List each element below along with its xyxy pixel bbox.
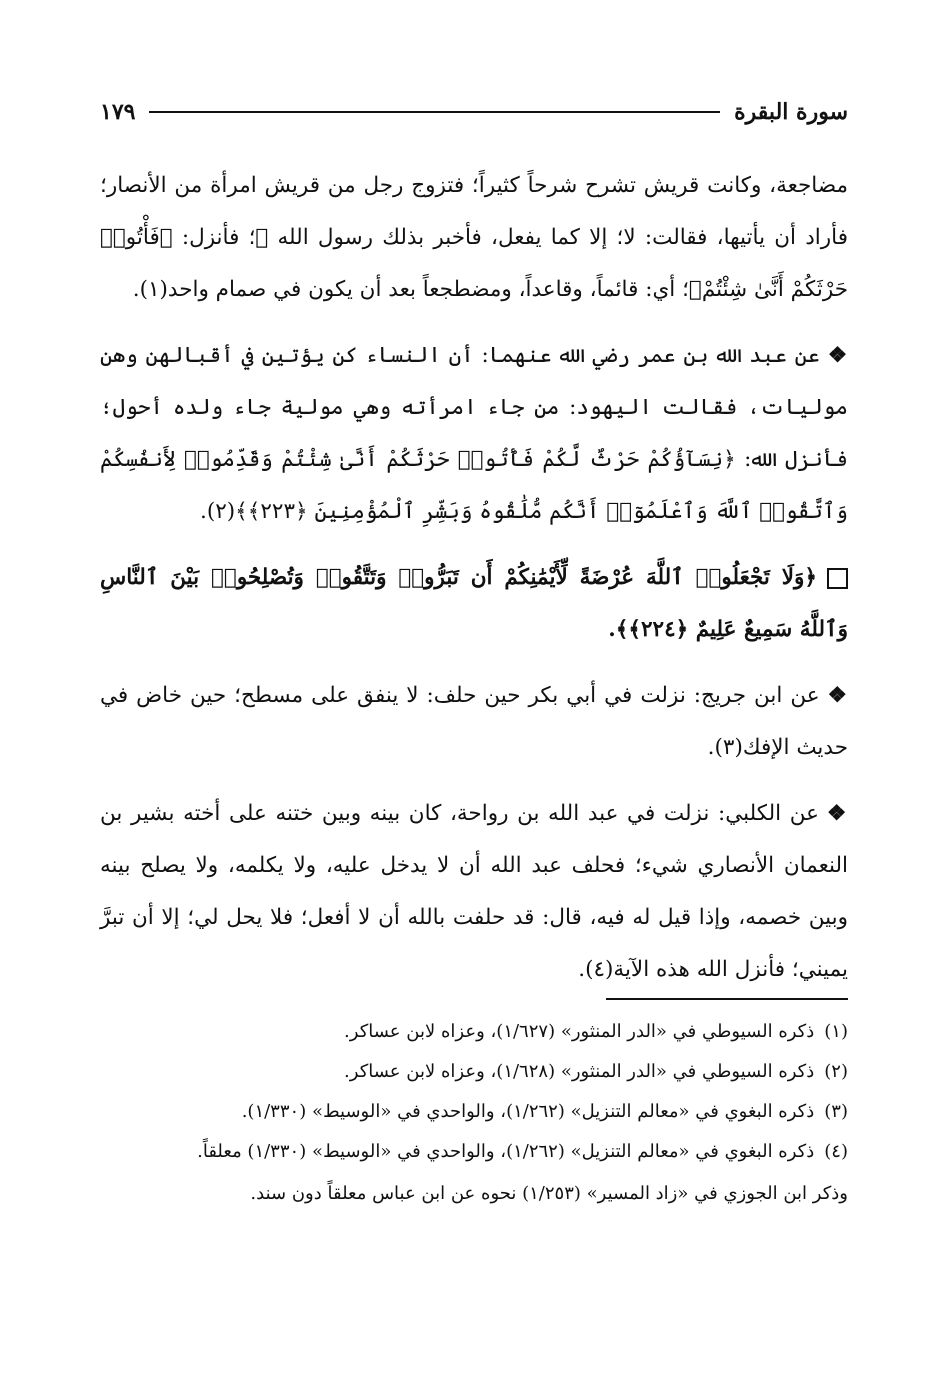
footnote-number: (٢) (824, 1061, 848, 1082)
surah-title: سورة البقرة (734, 99, 848, 125)
paragraph-2 (100, 330, 848, 538)
square-marker-icon (827, 568, 848, 589)
footnote-number: (٣) (824, 1101, 848, 1122)
page-header (100, 92, 848, 132)
footnote-number: (١) (824, 1021, 848, 1042)
footnote-separator (606, 998, 848, 1000)
paragraph-3 (100, 670, 848, 774)
paragraph-1 (100, 160, 848, 316)
footnote-continuation-text: وذكر ابن الجوزي في «زاد المسير» (١/٢٥٣) نحوه عن ابن عباس معلقاً دون سند. (250, 1183, 848, 1204)
footnote-text: ذكره البغوي في «معالم التنزيل» (١/٢٦٢)، والواحدي في «الوسيط» (١/٣٣٠). (241, 1101, 815, 1122)
paragraph-4 (100, 788, 848, 996)
footnote-3 (100, 1094, 848, 1130)
page-number: ١٧٩ (100, 99, 136, 125)
paragraph-3-text: عن ابن جريج: نزلت في أبي بكر حين حلف: لا ينفق على مسطح؛ حين خاض في حديث الإفك(٣). (100, 683, 848, 760)
verse-224-text: ﴿وَلَا تَجْعَلُوا۟ ٱللَّهَ عُرْضَةً لِّأَيْمَٰنِكُمْ أَن تَبَرُّوا۟ وَتَتَّقُوا۟ وَتُصْلِحُوا۟ بَيْنَ ٱلنَّاسِ وَٱللَّهُ سَمِيعٌ عَلِيمٌ ﴿٢٢٤﴾﴾. (100, 565, 848, 642)
footnote-continuation (100, 1176, 848, 1212)
diamond-bullet-icon: ❖ (827, 683, 848, 708)
footnote-text: ذكره السيوطي في «الدر المنثور» (١/٦٢٨)، وعزاه لابن عساكر. (344, 1061, 815, 1082)
diamond-bullet-icon: ❖ (827, 343, 848, 368)
paragraph-1-text: مضاجعة، وكانت قريش تشرح شرحاً كثيراً؛ فتزوج رجل من قريش امرأة من الأنصار؛ فأراد أن يأتيها، فقالت: لا؛ إلا كما يفعل، فأخبر بذلك رسول الله ﷺ؛ فأنزل: ﴿فَأْتُوا۟ حَرْثَكُمْ أَنَّىٰ شِئْتُمْ﴾؛ أي: قائماً، وقاعداً، ومضطجعاً بعد أن يكون في صمام واحد(١). (100, 173, 848, 302)
diamond-bullet-icon: ❖ (826, 801, 848, 826)
main-text (100, 160, 848, 1010)
paragraph-2-text: عن عبد الله بن عمر رضي الله عنهما: أن النساء كن يؤتين في أقبالهن وهن موليات، فقالت اليهود: من جاء امرأته وهي مولية جاء ولده أحول؛ فأنزل الله: ﴿نِسَآؤُكُمْ حَرْثٌ لَّكُمْ فَأْتُوا۟ حَرْثَكُمْ أَنَّىٰ شِئْتُمْ وَقَدِّمُوا۟ لِأَنفُسِكُمْ وَٱتَّقُوا۟ ٱللَّهَ وَٱعْلَمُوٓا۟ أَنَّكُم مُّلَٰقُوهُ وَبَشِّرِ ٱلْمُؤْمِنِينَ ﴿٢٢٣﴾﴾(٢). (100, 343, 848, 524)
footnote-text: ذكره البغوي في «معالم التنزيل» (١/٢٦٢)، والواحدي في «الوسيط» (١/٣٣٠) معلقاً. (197, 1141, 815, 1162)
paragraph-4-text: عن الكلبي: نزلت في عبد الله بن رواحة، كان بينه وبين ختنه على أخته بشير بن النعمان الأنصاري شيء؛ فحلف عبد الله أن لا يدخل عليه، ولا يكلمه، ولا يصلح بينه وبين خصمه، وإذا قيل له فيه، قال: قد حلفت بالله أن لا أفعل؛ فلا يحل لي؛ إلا أن تبرَّ يميني؛ فأنزل الله هذه الآية(٤). (100, 801, 848, 982)
footnote-2 (100, 1054, 848, 1090)
header-rule (149, 111, 720, 113)
footnote-text: ذكره السيوطي في «الدر المنثور» (١/٦٢٧)، وعزاه لابن عساكر. (344, 1021, 815, 1042)
footnote-4 (100, 1134, 848, 1170)
verse-224 (100, 552, 848, 656)
footnote-1 (100, 1014, 848, 1050)
footnote-number: (٤) (824, 1141, 848, 1162)
footnotes (100, 1014, 848, 1216)
